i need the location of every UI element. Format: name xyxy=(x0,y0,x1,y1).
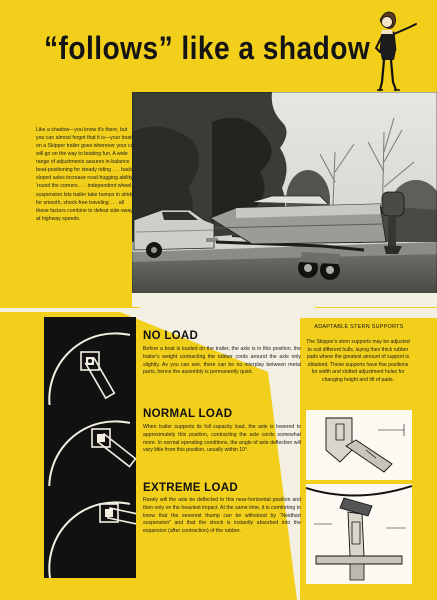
extreme-load-title: EXTREME LOAD xyxy=(143,482,238,494)
headline: “follows” like a shadow xyxy=(44,30,371,66)
boat-trailer-photo xyxy=(132,92,437,306)
mascot-illustration xyxy=(360,2,420,94)
stern-support-diagram-1 xyxy=(306,410,412,480)
no-load-diagram xyxy=(44,317,136,409)
no-load-text: Before a boat is loaded on the trailer, the axle is in this position, the trailer's weight contracting the rubber cords around the axle only slightly. As you can see, there can be no interplay between metal parts, hence the assembly is permanently quiet. xyxy=(143,346,301,376)
normal-load-title: NORMAL LOAD xyxy=(143,408,233,420)
normal-load-diagram xyxy=(44,405,136,497)
adaptable-supports-text: The Skipper's stern supports may be adjusted to suit different hulls, laying their thick rubber pads where the greatest amount of support is obtained. These supports have five positions for width and slotted adjustment holes for changing height and tilt of pads. xyxy=(306,339,410,383)
photo-bottom-margin xyxy=(132,293,437,307)
stern-support-diagram-2 xyxy=(306,484,412,584)
normal-load-text: When trailer supports its full capacity load, the axle is lowered to approximately this position, contracting the axle cords somewhat more. In normal operating conditions, the angle of axle deflection will vary little from this position, usually within 10°. xyxy=(143,424,301,454)
intro-text: Like a shadow—you know it's there, but you can almost forget that it is—your boat on a Skipper trailer goes wherever your car will go on the way to boating fun. A wide range of adjustments assures in-balance boat-positioning for steady riding . . . back-sloped axles increase road-hugging ability 'round the corners . . . independent wheel suspension lets trailer take bumps in stride for smooth, shock-free traveling . . . all these factors combine to defeat side-sway at highway speeds. xyxy=(36,127,136,222)
adaptable-supports-title: ADAPTABLE STERN SUPPORTS xyxy=(314,324,404,330)
no-load-title: NO LOAD xyxy=(143,330,199,342)
extreme-load-diagram xyxy=(44,486,136,578)
extreme-load-text: Rarely will the axle be deflected to this near-horizontal position and then only on the heaviest impact. At the same time, it is comforting to know that the severest thump can be withstood by “Neidhart suspension” and that the shock is instantly absorbed into the expansion (after contraction) of the rubber. xyxy=(143,497,302,535)
